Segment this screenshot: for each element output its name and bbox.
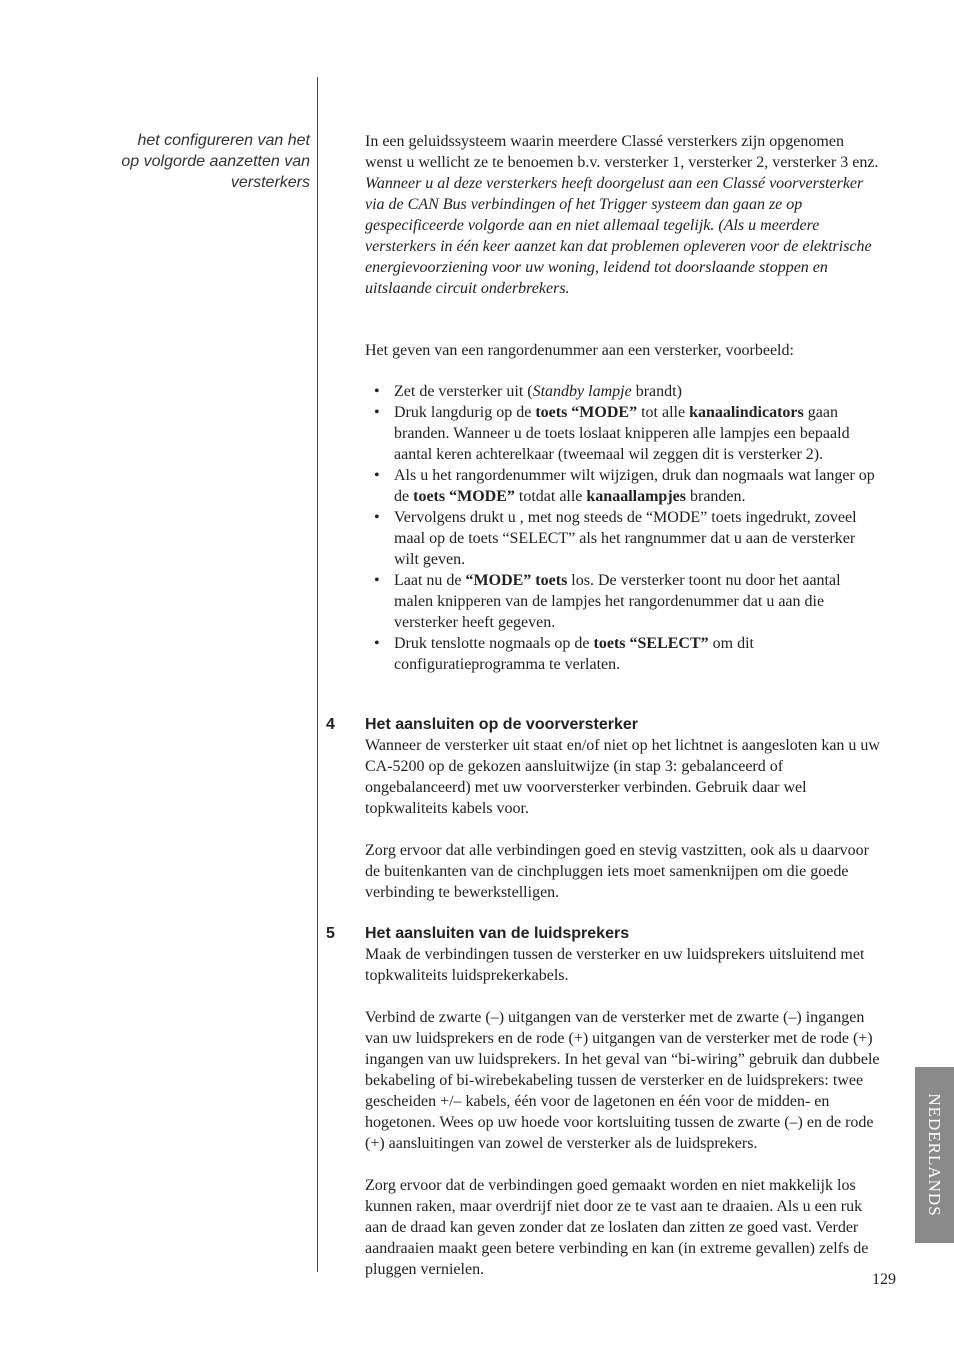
section-title: Het aansluiten op de voorversterker: [365, 716, 638, 733]
section-paragraph: Wanneer de versterker uit staat en/of niet op het lichtnet is aangesloten kan u uw CA-5200 op de gekozen aansluitwijze (in stap 3: gebalanceerd of ongebalanceerd) met uw voorversterker verbinden. Gebruik daar wel topkwaliteits kabels voor.: [365, 737, 880, 817]
list-item: [365, 507, 880, 570]
item-bold: toets “MODE”: [413, 488, 515, 505]
item-text: Druk langdurig op de: [394, 404, 536, 421]
intro-italic-text: Wanneer u al deze versterkers heeft doorgelust aan een Classé voorversterker via de CAN Bus verbindingen of het Trigger systeem dan gaan ze op gespecificeerde volgorde aan en niet allemaal tegelijk. (Als u meerdere versterkers in één keer aanzet kan dat problemen opleveren voor de elektrische energievoorziening voor uw woning, leidend tot doorslaande stoppen en uitslaande circuit onderbrekers.: [365, 175, 872, 297]
section-paragraph: Zorg ervoor dat de verbindingen goed gemaakt worden en niet makkelijk los kunnen raken, maar overdrijf niet door ze te vast aan te draaien. Als u een ruk aan de draad kan geven zonder dat ze loslaten dan zitten ze goed vast. Verder aandraaien maakt geen betere verbinding en kan (in extreme gevallen) zelfs de pluggen vernielen.: [365, 1177, 869, 1278]
list-item: [365, 381, 880, 402]
item-text: branden.: [685, 488, 746, 505]
item-text: Vervolgens drukt u , met nog steeds de “MODE” toets ingedrukt, zoveel maal op de toets “SELECT” als het rangnummer dat u aan de versterker wilt geven.: [394, 509, 857, 568]
section-4: [365, 714, 880, 903]
bullet-list: [365, 381, 880, 675]
example-intro: [365, 340, 880, 361]
item-bold: toets “MODE”: [535, 404, 638, 421]
item-bold: “MODE” toets: [465, 572, 568, 589]
section-number: 4: [326, 716, 335, 733]
page-number: 129: [872, 1271, 896, 1288]
vertical-divider: [317, 77, 318, 1272]
item-text: Laat nu de: [394, 572, 466, 589]
section-5: [365, 923, 880, 1280]
section-number: 5: [326, 925, 335, 942]
language-tab: [915, 1067, 954, 1243]
list-item: [365, 465, 880, 507]
example-intro-text: Het geven van een rangordenummer aan een versterker, voorbeeld:: [365, 342, 794, 359]
item-bold: toets “SELECT”: [593, 635, 709, 652]
section-paragraph: Maak de verbindingen tussen de versterker en uw luidsprekers uitsluitend met topkwaliteits luidsprekerkabels.: [365, 946, 865, 984]
intro-paragraph: [365, 131, 880, 299]
item-text: Als u het rangordenummer wilt wijzigen, druk dan nogmaals wat langer op de: [394, 467, 875, 505]
item-bold: kanaalindicators: [689, 404, 804, 421]
item-text: gaan branden. Wanneer u de toets loslaat knipperen alle lampjes een bepaald aantal keren achterelkaar (tweemaal wil zeggen dit is versterker 2).: [394, 404, 850, 463]
section-title: Het aansluiten van de luidsprekers: [365, 925, 630, 942]
item-text: om dit configuratieprogramma te verlaten.: [394, 635, 754, 673]
language-tab-label: NEDERLANDS: [925, 1093, 944, 1217]
list-item: [365, 633, 880, 675]
margin-note: [90, 130, 310, 193]
margin-note-line: versterkers: [230, 174, 310, 191]
intro-text: In een geluidssysteem waarin meerdere Classé versterkers zijn opgenomen wenst u wellicht ze te benoemen b.v. versterker 1, versterker 2, versterker 3 enz.: [365, 133, 879, 171]
item-italic: Standby lampje: [532, 383, 632, 400]
list-item: [365, 402, 880, 465]
item-bold: kanaallampjes: [586, 488, 686, 505]
margin-note-line: op volgorde aanzetten van: [121, 153, 310, 170]
item-text: los. De versterker toont nu door het aantal malen knipperen van de lampjes het rangordenummer dat u aan die versterker heeft gegeven.: [394, 572, 841, 631]
list-item: [365, 570, 880, 633]
section-paragraph: Zorg ervoor dat alle verbindingen goed en stevig vastzitten, ook als u daarvoor de buitenkanten van de cinchpluggen iets moet samenknijpen om die goede verbinding te bewerkstelligen.: [365, 842, 869, 901]
item-text: Zet de versterker uit (: [394, 383, 533, 400]
item-text: tot alle: [637, 404, 690, 421]
item-text: brandt): [631, 383, 682, 400]
item-text: totdat alle: [514, 488, 587, 505]
margin-note-line: het configureren van het: [137, 132, 310, 149]
section-paragraph: Verbind de zwarte (–) uitgangen van de versterker met de zwarte (–) ingangen van uw luidsprekers en de rode (+) uitgangen van de versterker met de rode (+) ingangen van uw luidsprekers. In het geval van “bi-wiring” gebruik dan dubbele bekabeling of bi-wirebekabeling tussen de versterker en de luidsprekers: twee gescheiden +/– kabels, één voor de lagetonen en één voor de midden- en hogetonen. Wees op uw hoede voor kortsluiting tussen de zwarte (–) en de rode (+) aansluitingen van zowel de versterker als de luidsprekers.: [365, 1009, 880, 1152]
item-text: Druk tenslotte nogmaals op de: [394, 635, 594, 652]
